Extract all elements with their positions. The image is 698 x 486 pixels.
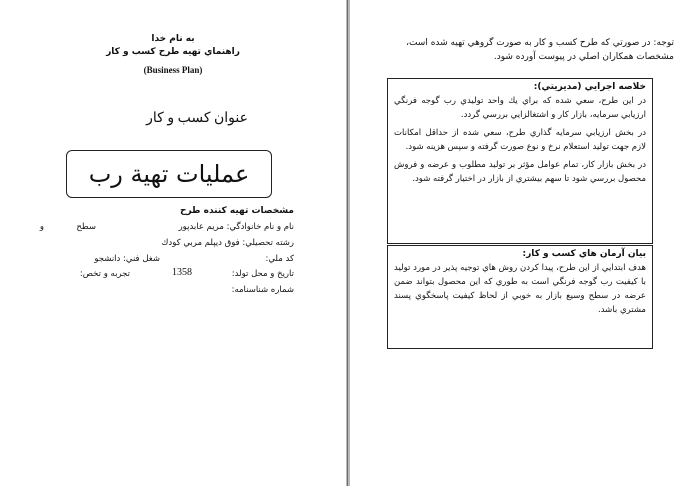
left-page	[0, 0, 346, 486]
level-label: سطح	[76, 222, 96, 232]
name-row	[179, 222, 294, 232]
business-title-value: عمليات تهية رب	[88, 160, 250, 188]
national-code-label: كد ملي:	[265, 254, 294, 264]
education-label: رشته تحصيلي:	[242, 238, 294, 248]
summary-paragraph: در اين طرح، سعي شده كه براي يك واحد توليدي رب گوجه فرنگي ارزيابي سرمايه، بازار كار و اشتغالزايي بررسي گردد.	[394, 96, 646, 120]
job-row	[94, 254, 160, 264]
name-label: نام و نام خانوادگي:	[226, 222, 294, 232]
guide-subtitle: (Business Plan)	[143, 65, 203, 75]
mission-paragraph: هدف ابتدايي از اين طرح، پيدا كردن روش هاي توجيه پذير در مورد توليد با كيفيت رب گوجه فرنگي است به طوري كه اين محصول بتواند ضمن عرضه در سطح وسيع بازار به خوبي از لحاظ كيفيت پاسخگوي پسند مشتري باشد.	[394, 263, 646, 315]
level-value: و	[39, 222, 44, 232]
group-note: توجه: در صورتي كه طرح كسب و كار به صورت گروهي تهيه شده است، مشخصات همكاران اصلي در پيوست آورده شود.	[406, 38, 674, 62]
business-title-box	[66, 150, 272, 198]
summary-paragraph: در بخش بازار كار، تمام عوامل مؤثر بر توليد مطلوب و عرضه و فروش محصول بررسي شود تا سهم بيشتري از بازار در اختيار گرفته شود.	[394, 160, 646, 184]
job-label: شغل فني:	[123, 254, 160, 264]
business-title-label: عنوان كسب و كار	[146, 111, 248, 126]
id-number-label: شماره شناسنامه:	[231, 285, 294, 295]
job-value: دانشجو	[94, 254, 121, 264]
mission-box	[387, 245, 653, 349]
mission-title: بيان آرمان هاي كسب و كار:	[522, 249, 646, 259]
name-value: مريم عابدپور	[178, 222, 224, 232]
summary-paragraph: در بخش ارزيابي سرمايه گذاري طرح، سعي شده از حداقل امكانات لازم جهت توليد استعلام نرخ و نوع صورت گرفته و سپس هزينه شود.	[394, 128, 646, 152]
basmala: به نام خدا	[151, 34, 195, 44]
guide-title: راهنماي تهيه طرح كسب و كار	[106, 47, 240, 57]
birth-label: تاريخ و محل تولد:	[231, 269, 294, 279]
executive-summary-title: خلاصه اجرايي (مديريتي):	[533, 82, 646, 92]
executive-summary-box	[387, 78, 653, 244]
author-heading: مشخصات تهيه كننده طرح	[179, 206, 294, 216]
education-value: فوق ديپلم مربي كودك	[161, 238, 240, 248]
page-gutter-line	[347, 0, 348, 486]
experience-label: تجربه و تخص:	[79, 269, 130, 279]
education-row	[161, 238, 294, 248]
birth-year: 1358	[172, 267, 192, 278]
